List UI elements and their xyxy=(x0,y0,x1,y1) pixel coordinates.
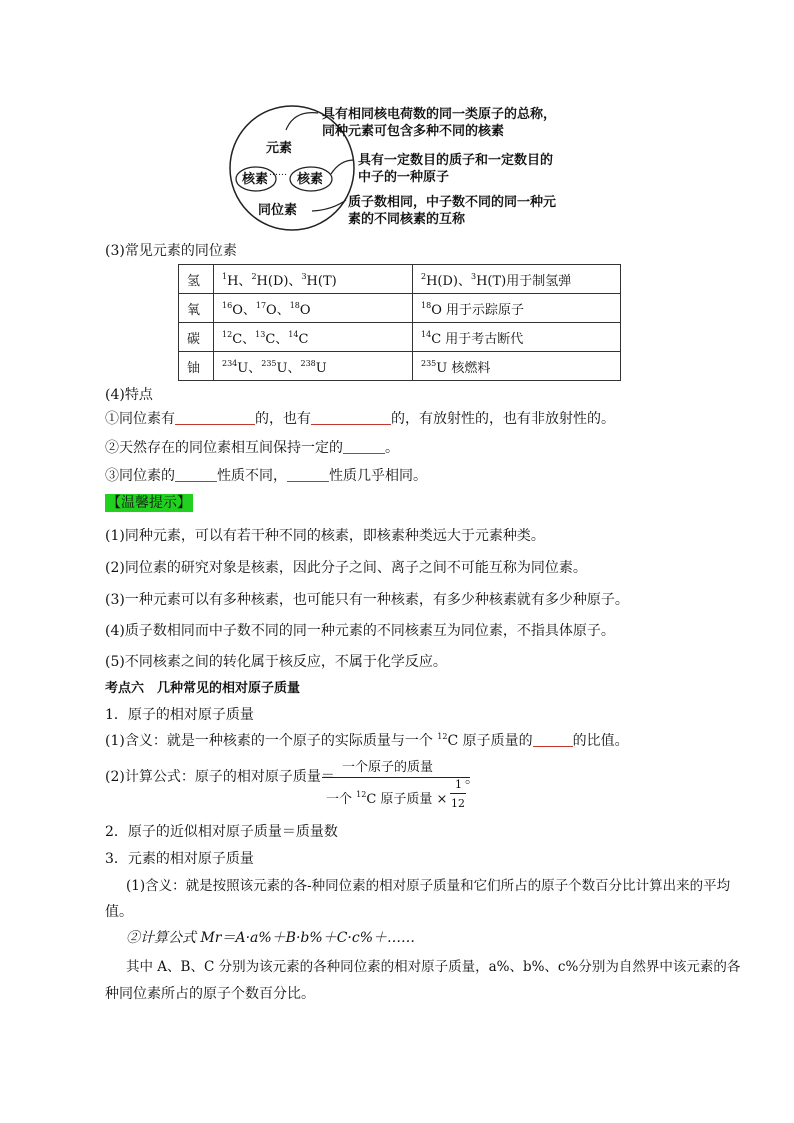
formula-end: 。 xyxy=(465,771,479,787)
use-cell: $^{235}$U 核燃料 xyxy=(413,352,621,381)
ellipsis-text: …… xyxy=(269,168,287,178)
s3-note-1: 其中 A、B、C 分别为该元素的各种同位素的相对原子质量，a%、b%、c%分别为自然界中该元素的各 xyxy=(126,959,741,975)
nuclide-label-right: 核素 xyxy=(297,172,324,187)
answer-blank xyxy=(343,439,385,454)
connector-nuclide xyxy=(331,160,354,174)
s1-formula-lhs: (2)计算公式：原子的相对原子质量＝ xyxy=(105,769,335,785)
element-cell: 氢 xyxy=(179,265,214,294)
s3-formula: ②计算公式 Mr＝A·a%＋B·b%＋C·c%＋…… xyxy=(126,930,415,946)
answer-blank xyxy=(175,467,217,482)
s3-definition-1: (1)含义：就是按照该元素的各-种同位素的相对原子质量和它们所占的原子个数百分比计算出来的平均 xyxy=(126,878,731,894)
small-fraction-denominator: 12 xyxy=(451,797,465,810)
small-fraction-numerator: 1 xyxy=(455,778,462,791)
use-cell: $^{14}$C 用于考古断代 xyxy=(413,323,621,352)
tip-item: (2)同位素的研究对象是核素，因此分子之间、离子之间不可能互称为同位素。 xyxy=(105,560,587,576)
s1-definition: (1)含义：就是一种核素的一个原子的实际质量与一个 $^{12}$C 原子质量的 的比值。 xyxy=(105,732,629,749)
point6-title: 考点六 几种常见的相对原子质量 xyxy=(105,681,301,696)
nuclide-desc-1: 具有一定数目的质子和一定数目的 xyxy=(358,153,554,168)
tip-item: (4)质子数相同而中子数不同的同一种元素的不同核素互为同位素，不指具体原子。 xyxy=(105,623,615,639)
feature-item-1: ①同位素有 的，也有 的，有放射性的，也有非放射性的。 xyxy=(105,411,615,427)
tip-item: (1)同种元素，可以有若干种不同的核素，即核素种类远大于元素种类。 xyxy=(105,528,545,544)
isotopes-cell: $^{12}$C、$^{13}$C、$^{14}$C xyxy=(214,323,413,352)
isotopes-cell: $^1$H、$^2$H(D)、$^3$H(T) xyxy=(214,265,413,294)
element-cell: 碳 xyxy=(179,323,214,352)
s2-heading: 2．原子的近似相对原子质量＝质量数 xyxy=(105,824,338,840)
element-cell: 氧 xyxy=(179,294,214,323)
s3-note-2: 种同位素所占的原子个数百分比。 xyxy=(105,986,315,1002)
formula-numerator: 一个原子的质量 xyxy=(342,760,434,775)
isotopes-cell: $^{16}$O、$^{17}$O、$^{18}$O xyxy=(214,294,413,323)
small-fraction-bar xyxy=(450,793,466,794)
feature-item-3: ③同位素的 性质不同， 性质几乎相同。 xyxy=(105,468,427,484)
tip-item: (5)不同核素之间的转化属于核反应，不属于化学反应。 xyxy=(105,654,447,670)
table-row xyxy=(179,352,621,381)
table-row xyxy=(179,294,621,323)
use-cell: $^{18}$O 用于示踪原子 xyxy=(413,294,621,323)
connector-element xyxy=(286,113,318,130)
element-label: 元素 xyxy=(266,141,293,156)
element-desc-2: 同种元素可包含多种不同的核素 xyxy=(322,124,505,139)
s3-heading: 3．元素的相对原子质量 xyxy=(105,851,254,867)
answer-blank xyxy=(311,410,391,425)
answer-blank xyxy=(533,732,573,747)
s1-heading: 1．原子的相对原子质量 xyxy=(105,707,254,723)
section3-heading: (3)常见元素的同位素 xyxy=(105,243,237,259)
answer-blank xyxy=(287,467,329,482)
fraction-bar xyxy=(322,777,470,778)
tips-label: 【温馨提示】 xyxy=(107,495,191,511)
isotopes-cell: $^{234}$U、$^{235}$U、$^{238}$U xyxy=(214,352,413,381)
formula-denominator: 一个 $^{12}$C 原子质量 × xyxy=(326,790,448,807)
nuclide-label-left: 核素 xyxy=(242,172,269,187)
element-desc-1: 具有相同核电荷数的同一类原子的总称， xyxy=(322,107,557,122)
s3-definition-2: 值。 xyxy=(105,904,133,920)
isotope-desc-1: 质子数相同，中子数不同的同一种元 xyxy=(348,195,557,210)
table-row xyxy=(179,265,621,294)
isotope-label: 同位素 xyxy=(258,203,298,218)
element-cell: 铀 xyxy=(179,352,214,381)
table-row xyxy=(179,323,621,352)
feature-item-2: ②天然存在的同位素相互间保持一定的 。 xyxy=(105,440,399,456)
tip-item: (3)一种元素可以有多种核素，也可能只有一种核素，有多少种核素就有多少种原子。 xyxy=(105,592,629,608)
isotope-table xyxy=(178,264,621,381)
isotope-desc-2: 素的不同核素的互称 xyxy=(348,212,466,227)
answer-blank xyxy=(175,410,255,425)
use-cell: $^2$H(D)、$^3$H(T)用于制氢弹 xyxy=(413,265,621,294)
nuclide-desc-2: 中子的一种原子 xyxy=(358,170,450,185)
section4-heading: (4)特点 xyxy=(105,387,153,403)
